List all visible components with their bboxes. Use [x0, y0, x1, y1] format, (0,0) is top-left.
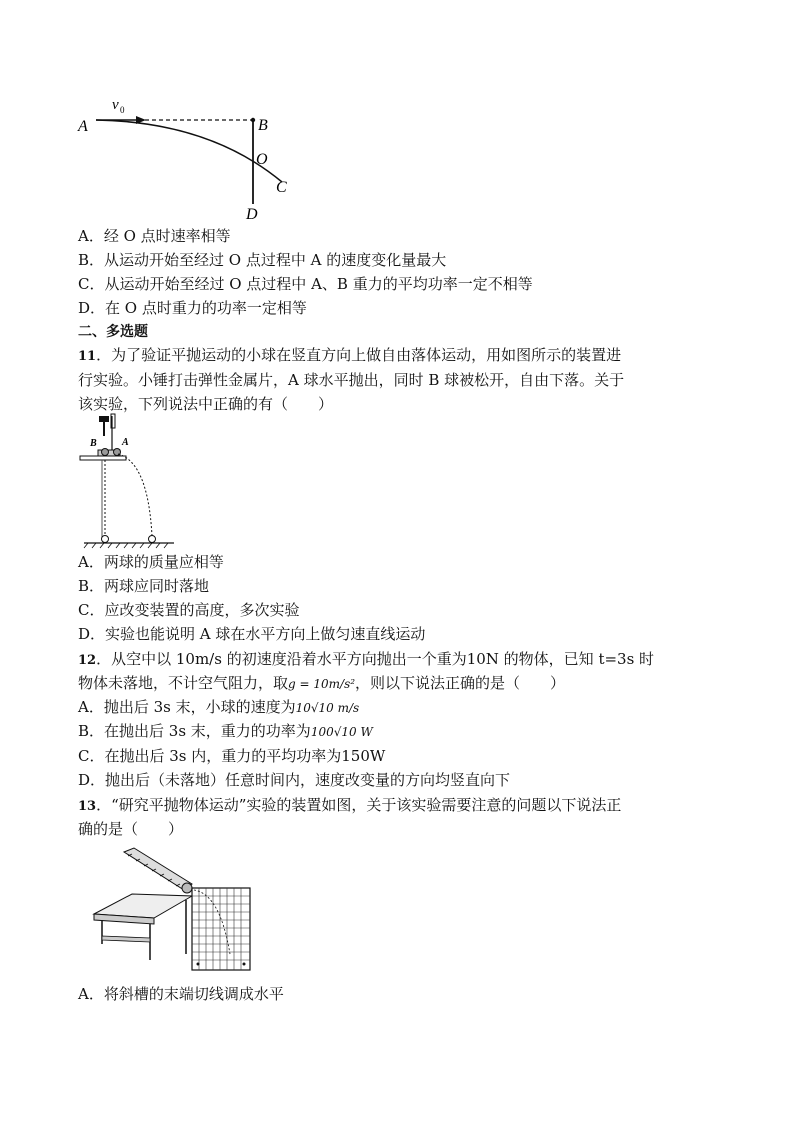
label-c: C: [276, 179, 287, 196]
q12-option-c: C．在抛出后 3s 内，重力的平均功率为150W: [78, 747, 386, 765]
chute: [124, 848, 192, 890]
table-top: [94, 894, 192, 918]
q12-option-b-formula: 100√10 W: [310, 725, 373, 739]
ball-b: [102, 449, 109, 456]
label-a: A: [78, 118, 88, 135]
q12-gravity-formula: g = 10m/s²: [288, 677, 356, 691]
q12-line-1: [78, 649, 654, 671]
board-pin-2: [243, 963, 246, 966]
q12-option-a-formula: 10√10 m/s: [295, 701, 360, 715]
q11-option-c: C．应改变装置的高度，多次实验: [78, 601, 300, 619]
q12-text-1: ．从空中以 10m/s 的初速度沿着水平方向抛出一个重为10N 的物体，已知 t=3s 时: [96, 650, 655, 668]
q11-line-2: 行实验。小锤打击弹性金属片，A 球水平抛出，同时 B 球被松开，自由下落。关于: [78, 371, 625, 389]
q13-option-a: A．将斜槽的末端切线调成水平: [78, 985, 284, 1003]
q13-apparatus-figure: [92, 844, 252, 972]
hammer-head: [99, 416, 109, 422]
ground-hatch: [84, 543, 168, 548]
q11-apparatus-figure: [78, 412, 178, 550]
point-b: [251, 118, 255, 122]
q10-option-a: A．经 O 点时速率相等: [78, 227, 231, 245]
label-o: O: [256, 151, 268, 168]
q11-text-1: ．为了验证平抛运动的小球在竖直方向上做自由落体运动，用如图所示的装置进: [96, 346, 622, 364]
board-pin-1: [197, 963, 200, 966]
landed-ball-a: [149, 536, 156, 543]
q11-line-3: 该实验，下列说法中正确的有（ ）: [78, 395, 334, 413]
label-ball-b: B: [90, 438, 97, 449]
q13-number: 13: [78, 799, 97, 814]
q13-text-1: ．“研究平抛物体运动”实验的装置如图，关于该实验需要注意的问题以下说法正: [96, 796, 622, 814]
q10-option-b: B．从运动开始至经过 O 点过程中 A 的速度变化量最大: [78, 251, 447, 269]
q12-option-a: [78, 697, 359, 718]
q11-number: 11: [78, 349, 97, 364]
label-ball-a: A: [122, 437, 129, 448]
q13-line-1: [78, 795, 621, 817]
q11-option-d: D．实验也能说明 A 球在水平方向上做匀速直线运动: [78, 625, 426, 643]
trajectory-figure: [70, 92, 310, 224]
q12-option-b: [78, 721, 373, 742]
q11-line-1: [78, 345, 621, 367]
platform: [80, 456, 126, 460]
table-shelf: [102, 936, 150, 942]
q12-option-b-text: B．在抛出后 3s 末，重力的功率为: [78, 722, 311, 740]
fall-path-a: [118, 454, 152, 536]
ball: [182, 883, 192, 893]
q12-option-d: D．抛出后（未落地）任意时间内，速度改变量的方向均竖直向下: [78, 771, 511, 789]
q12-text-2-pre: 物体未落地，不计空气阻力，取: [78, 674, 289, 692]
q12-text-2-post: ，则以下说法正确的是（ ）: [355, 674, 566, 692]
label-d: D: [246, 206, 258, 223]
trajectory-curve: [96, 120, 282, 182]
q12-number: 12: [78, 653, 97, 668]
section-title-multi-choice: 二、多选题: [78, 324, 148, 340]
label-b: B: [258, 117, 268, 134]
q10-option-d: D．在 O 点时重力的功率一定相等: [78, 299, 307, 317]
landed-ball-b: [102, 536, 109, 543]
q11-option-a: A．两球的质量应相等: [78, 553, 224, 571]
q10-option-c: C．从运动开始至经过 O 点过程中 A、B 重力的平均功率一定不相等: [78, 275, 533, 293]
q13-line-2: 确的是（ ）: [78, 820, 184, 838]
q12-line-2: [78, 673, 565, 694]
label-v0: v: [112, 97, 119, 113]
q11-option-b: B．两球应同时落地: [78, 577, 210, 595]
label-v0-sub: 0: [120, 105, 125, 115]
q12-option-a-text: A．抛出后 3s 末，小球的速度为: [78, 698, 296, 716]
